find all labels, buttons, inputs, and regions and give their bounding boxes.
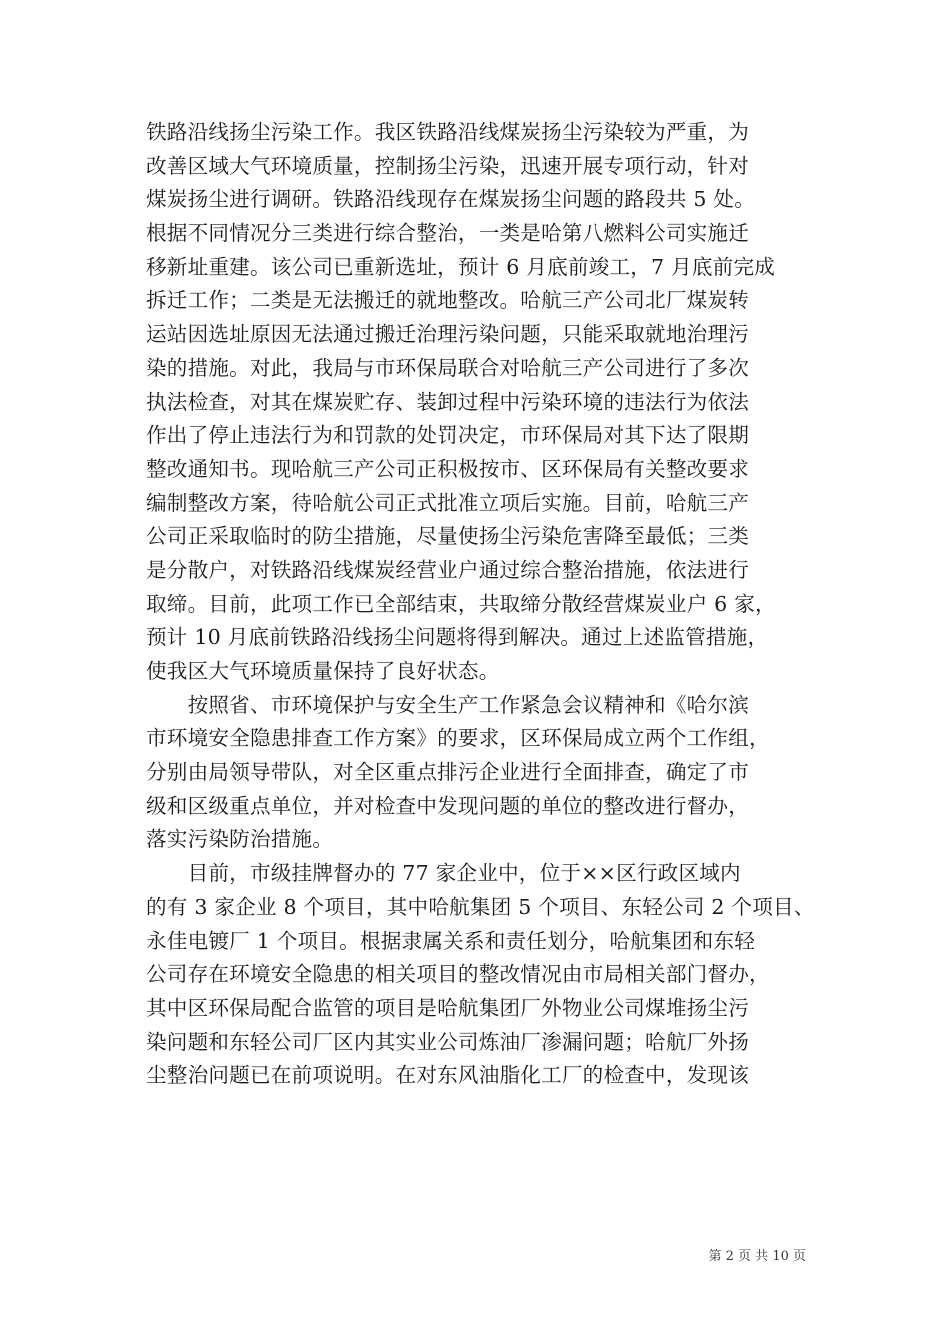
text-line: 目前，市级挂牌督办的 77 家企业中，位于××区行政区域内 [146, 861, 741, 886]
text-line: 染的措施。对此，我局与市环保局联合对哈航三产公司进行了多次 [146, 355, 750, 380]
text-line: 拆迁工作；二类是无法搬迁的就地整改。哈航三产公司北厂煤炭转 [146, 288, 750, 313]
text-line: 染问题和东轻公司厂区内其实业公司炼油厂渗漏问题；哈航厂外扬 [146, 1029, 750, 1054]
document-body [146, 116, 815, 1093]
text-line: 落实污染防治措施。 [146, 827, 334, 852]
text-line: 移新址重建。该公司已重新选址，预计 6 月底前竣工，7 月底前完成 [146, 254, 776, 279]
text-line: 公司正采取临时的防尘措施，尽量使扬尘污染危害降至最低；三类 [146, 524, 750, 549]
text-line: 尘整治问题已在前项说明。在对东风油脂化工厂的检查中，发现该 [146, 1063, 750, 1088]
text-line: 市环境安全隐患排查工作方案》的要求，区环保局成立两个工作组， [146, 726, 770, 751]
text-line: 煤炭扬尘进行调研。铁路沿线现存在煤炭扬尘问题的路段共 5 处。 [146, 187, 756, 212]
text-line: 的有 3 家企业 8 个项目，其中哈航集团 5 个项目、东轻公司 2 个项目、 [146, 894, 815, 919]
text-line: 是分散户，对铁路沿线煤炭经营业户通过综合整治措施，依法进行 [146, 557, 750, 582]
text-line: 改善区域大气环境质量，控制扬尘污染，迅速开展专项行动，针对 [146, 153, 750, 178]
text-line: 按照省、市环境保护与安全生产工作紧急会议精神和《哈尔滨 [146, 692, 750, 717]
text-line: 执法检查，对其在煤炭贮存、装卸过程中污染环境的违法行为依法 [146, 389, 750, 414]
text-line: 其中区环保局配合监管的项目是哈航集团厂外物业公司煤堆扬尘污 [146, 995, 750, 1020]
text-line: 铁路沿线扬尘污染工作。我区铁路沿线煤炭扬尘污染较为严重，为 [146, 120, 750, 144]
text-line: 公司存在环境安全隐患的相关项目的整改情况由市局相关部门督办， [146, 962, 770, 987]
text-line: 运站因选址原因无法通过搬迁治理污染问题，只能采取就地治理污 [146, 322, 750, 347]
text-line: 永佳电镀厂 1 个项目。根据隶属关系和责任划分，哈航集团和东轻 [146, 928, 756, 953]
text-line: 根据不同情况分三类进行综合整治，一类是哈第八燃料公司实施迁 [146, 221, 750, 246]
text-line: 作出了停止违法行为和罚款的处罚决定，市环保局对其下达了限期 [146, 423, 750, 448]
text-line: 使我区大气环境质量保持了良好状态。 [146, 659, 500, 683]
text-line: 取缔。目前，此项工作已全部结束，共取缔分散经营煤炭业户 6 家， [146, 591, 776, 616]
text-line: 级和区级重点单位，并对检查中发现问题的单位的整改进行督办， [146, 793, 750, 818]
text-line: 分别由局领导带队，对全区重点排污企业进行全面排查，确定了市 [146, 760, 750, 785]
text-line: 编制整改方案，待哈航公司正式批准立项后实施。目前，哈航三产 [146, 490, 750, 515]
text-line: 预计 10 月底前铁路沿线扬尘问题将得到解决。通过上述监管措施， [146, 625, 769, 650]
page-number-footer: 第 2 页 共 10 页 [708, 1249, 806, 1264]
text-line: 整改通知书。现哈航三产公司正积极按市、区环保局有关整改要求 [146, 456, 750, 481]
